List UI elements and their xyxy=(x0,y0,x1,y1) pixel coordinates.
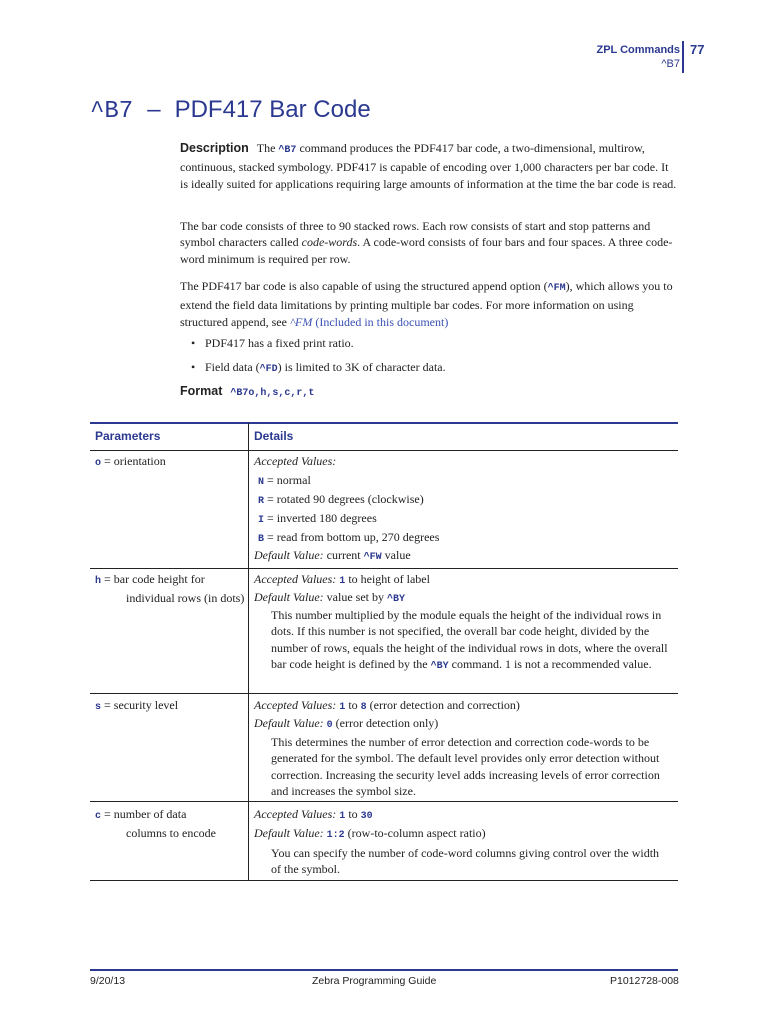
text: value xyxy=(381,548,411,562)
param-code: o xyxy=(95,458,102,469)
structured-append-link[interactable] xyxy=(290,315,448,329)
value-text: = rotated 90 degrees (clockwise) xyxy=(264,492,424,506)
text: PDF417 has a fixed print ratio. xyxy=(205,336,354,350)
value-text: = inverted 180 degrees xyxy=(264,511,377,525)
value-code: ^BY xyxy=(430,660,449,672)
param-desc-cont: individual rows (in dots) xyxy=(126,591,245,606)
text: The xyxy=(256,141,279,155)
text: ) is limited to 3K of character data. xyxy=(277,360,446,374)
text: . A code-word consists of four bars and four spaces. A three code-word minimum is required per row. xyxy=(180,235,673,266)
title-dash: – xyxy=(147,96,161,123)
format-value: ^B7o,h,s,c,r,t xyxy=(230,388,315,399)
header-section: ZPL Commands xyxy=(596,44,680,56)
text: command. 1 is not a recommended value. xyxy=(448,656,652,671)
col-header-details: Details xyxy=(254,429,294,443)
inline-code: ^B7 xyxy=(278,145,297,156)
link-text[interactable]: (Included in this document) xyxy=(312,314,449,329)
value-code: 1 xyxy=(339,702,346,713)
value-code: 1:2 xyxy=(326,830,345,841)
row-divider xyxy=(90,568,678,569)
default-label: Default Value: xyxy=(254,590,324,604)
text: (row-to-column aspect ratio) xyxy=(344,826,486,840)
description-label: Description xyxy=(180,141,249,155)
text: The PDF417 bar code is also capable of using the structured append option ( xyxy=(180,279,548,293)
default-label: Default Value: xyxy=(254,826,324,840)
format-line xyxy=(180,384,314,399)
value-code: ^BY xyxy=(386,594,405,605)
value-code: 0 xyxy=(326,720,333,731)
value-code: 30 xyxy=(360,811,373,822)
link-command[interactable]: ^FM xyxy=(289,314,313,329)
table-header-rule xyxy=(90,450,678,451)
text: value set by xyxy=(323,590,387,604)
footer-guide-title: Zebra Programming Guide xyxy=(312,975,437,987)
table-top-rule xyxy=(90,422,678,424)
text: Field data ( xyxy=(205,360,260,374)
accepted-values-label: Accepted Values: xyxy=(254,454,337,468)
accepted-label: Accepted Values: xyxy=(254,698,337,712)
bullet-item xyxy=(191,360,446,375)
value-code: 8 xyxy=(360,702,367,713)
value-text: = read from bottom up, 270 degrees xyxy=(264,530,440,544)
bullet-icon: • xyxy=(191,360,196,374)
default-value xyxy=(254,825,674,844)
value-code: N xyxy=(258,477,265,488)
detail-note: You can specify the number of code-word columns giving control over the width of the symbol. xyxy=(271,846,660,877)
bullet-item xyxy=(191,336,354,351)
page-number: 77 xyxy=(690,42,705,57)
text: to height of label xyxy=(345,572,430,586)
row-divider xyxy=(90,801,678,802)
value-code: ^FW xyxy=(363,552,382,563)
text: current xyxy=(323,548,364,562)
param-height xyxy=(95,571,245,607)
param-desc: = bar code height for xyxy=(101,572,205,586)
default-value xyxy=(254,589,674,608)
inline-code: ^FD xyxy=(259,364,278,375)
text: ), which allows you to extend the field data limitations by printing multiple bar codes. For more information on using structured append, see xyxy=(180,279,673,329)
default-value xyxy=(254,547,674,566)
value-code: I xyxy=(258,515,265,526)
inline-code: ^FM xyxy=(547,283,566,294)
param-desc: = number of data xyxy=(101,807,187,821)
param-orientation xyxy=(95,453,245,472)
text: command produces the PDF417 bar code, a two-dimensional, multirow, continuous, stacked symbology. PDF417 is capable of encoding over 1,000 characters per bar code. It is ideally suited for applications requiring large amounts of information at the time the bar code is read. xyxy=(180,141,677,191)
value-code: 1 xyxy=(339,576,346,587)
page-title xyxy=(90,96,371,125)
accepted-values xyxy=(254,697,674,716)
param-code: c xyxy=(95,811,102,822)
default-label: Default Value: xyxy=(254,548,324,562)
description-paragraph-2 xyxy=(180,218,678,267)
default-label: Default Value: xyxy=(254,716,324,730)
header-command: ^B7 xyxy=(661,58,680,70)
param-code: s xyxy=(95,702,102,713)
text: to xyxy=(345,698,361,712)
value-text: = normal xyxy=(264,473,311,487)
header-divider xyxy=(682,41,684,73)
text: (error detection and correction) xyxy=(366,698,520,712)
detail-note: This determines the number of error detection and correction code-words to be generated for the symbol. The default level provides only error detection without correction. Increasing the security level adds increasing levels of error correction and increases the symbol size. xyxy=(271,735,660,798)
value-code: B xyxy=(258,534,265,545)
text: to xyxy=(345,807,361,821)
description-paragraph-3 xyxy=(180,278,678,330)
column-divider xyxy=(248,423,249,881)
param-desc: = security level xyxy=(101,698,179,712)
footer-part-number: P1012728-008 xyxy=(610,975,679,987)
value-item xyxy=(258,491,678,510)
accepted-label: Accepted Values: xyxy=(254,572,337,586)
value-item xyxy=(258,472,678,491)
title-name: PDF417 Bar Code xyxy=(174,96,371,123)
value-item xyxy=(258,529,678,548)
accepted-label: Accepted Values: xyxy=(254,807,337,821)
footer-date: 9/20/13 xyxy=(90,975,126,987)
value-item xyxy=(258,510,678,529)
footer-rule xyxy=(90,969,678,971)
accepted-values xyxy=(254,806,674,825)
param-desc: = orientation xyxy=(101,454,166,468)
param-columns xyxy=(95,806,245,842)
table-bottom-rule xyxy=(90,880,678,881)
text: The bar code consists of three to 90 stacked rows. Each row consists of start and stop patterns and symbol characters called xyxy=(180,219,651,250)
bullet-icon: • xyxy=(191,336,196,350)
text: This number multiplied by the module equals the height of the individual rows in dots. If this number is not specified, the overall bar code height, divided by the number of rows, equals the height of the individual rows in dots, where the overall bar code height is defined by the xyxy=(271,608,668,671)
row-divider xyxy=(90,693,678,694)
text: (error detection only) xyxy=(332,716,439,730)
title-command: ^B7 xyxy=(90,98,134,125)
running-header xyxy=(596,43,680,71)
description-paragraph-1 xyxy=(180,140,678,192)
param-code: h xyxy=(95,576,102,587)
param-security xyxy=(95,697,245,716)
value-code: 1 xyxy=(339,811,346,822)
format-label: Format xyxy=(180,384,223,398)
param-desc-cont: columns to encode xyxy=(126,826,216,841)
value-code: R xyxy=(258,496,265,507)
col-header-parameters: Parameters xyxy=(95,429,161,443)
emphasis: code-words xyxy=(301,235,358,250)
detail-note xyxy=(271,607,671,675)
accepted-values xyxy=(254,571,674,590)
default-value xyxy=(254,715,674,734)
